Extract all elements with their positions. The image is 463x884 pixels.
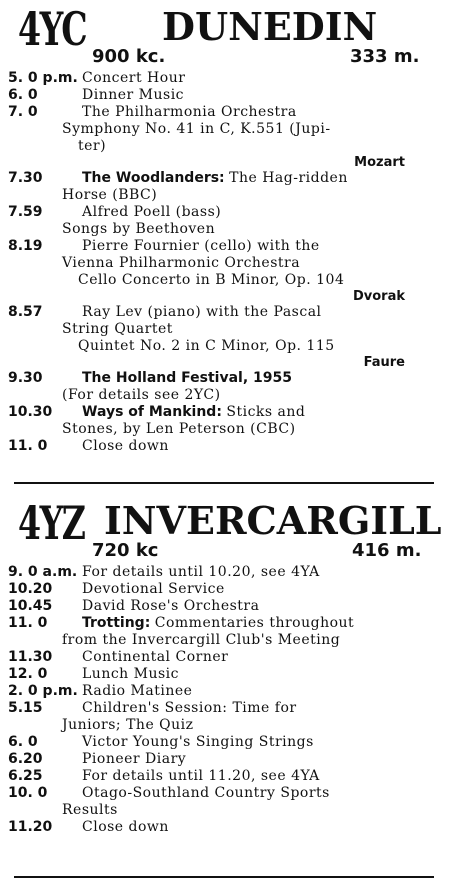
- programme-item: [0, 564, 463, 581]
- programme-text: Lunch Music: [82, 666, 179, 682]
- programme-text: Quintet No. 2 in C Minor, Op. 115: [78, 338, 335, 354]
- programme-text: String Quartet: [62, 321, 173, 337]
- programme-title: Ways of Mankind:: [82, 404, 222, 420]
- programme-text: For details until 11.20, see 4YA: [82, 768, 320, 784]
- programme-item: [0, 370, 463, 404]
- programme-line: [8, 255, 433, 272]
- programme-item: [0, 598, 463, 615]
- programme-time: 6. 0: [8, 87, 38, 103]
- programme-line: [8, 421, 433, 438]
- programme-text: David Rose's Orchestra: [82, 598, 260, 614]
- programme-title: The Woodlanders:: [82, 170, 225, 186]
- programme-text: Continental Corner: [82, 649, 229, 665]
- programme-item: [0, 438, 463, 455]
- programme-time: 10. 0: [8, 785, 48, 801]
- programme-line: [8, 734, 433, 751]
- programme-line: [8, 121, 433, 138]
- programme-composer: Mozart: [354, 155, 405, 170]
- programme-line: [8, 751, 433, 768]
- station-frequency: 720 kc: [92, 540, 159, 561]
- programme-text: Concert Hour: [82, 70, 186, 86]
- programme-time: 7.30: [8, 170, 43, 186]
- programme-line: [8, 370, 433, 387]
- programme-line: [8, 404, 433, 421]
- programme-text: The Philharmonia Orchestra: [82, 104, 297, 120]
- programme-text: Radio Matinee: [82, 683, 193, 699]
- programme-item: [0, 649, 463, 666]
- programme-line: [8, 87, 433, 104]
- programme-time: 2. 0 p.m.: [8, 683, 78, 699]
- programme-line: [8, 615, 433, 632]
- programme-item: [0, 751, 463, 768]
- programme-text: ter): [78, 138, 107, 154]
- programme-item: [0, 170, 463, 204]
- programme-line: [8, 70, 433, 87]
- programme-title: Trotting:: [82, 615, 151, 631]
- station-4yz: [0, 496, 463, 836]
- programme-line: [8, 564, 433, 581]
- programme-time: 12. 0: [8, 666, 48, 682]
- programme-line: [8, 387, 433, 404]
- programme-text: Alfred Poell (bass): [82, 204, 222, 220]
- programme-time: 7.59: [8, 204, 43, 220]
- bottom-divider: [14, 876, 434, 878]
- programme-item: [0, 615, 463, 649]
- station-name: INVERCARGILL: [104, 498, 442, 543]
- programme-item: [0, 70, 463, 87]
- programme-line: [8, 204, 433, 221]
- programme-line: [8, 819, 433, 836]
- programme-text: Otago-Southland Country Sports: [82, 785, 330, 801]
- programme-text: Pierre Fournier (cello) with the: [82, 238, 320, 254]
- programme-text: The Hag-ridden: [229, 170, 348, 186]
- programme-text: Commentaries throughout: [154, 615, 355, 631]
- programme-text: Cello Concerto in B Minor, Op. 104: [78, 272, 345, 288]
- programme-line: [8, 238, 433, 255]
- programme-text: Juniors; The Quiz: [62, 717, 194, 733]
- programme-time: 10.20: [8, 581, 53, 597]
- programme-item: [0, 683, 463, 700]
- programme-line: [8, 785, 433, 802]
- programme-line: [8, 598, 433, 615]
- programme-text: For details until 10.20, see 4YA: [82, 564, 320, 580]
- programme-item: [0, 819, 463, 836]
- programme-text: Victor Young's Singing Strings: [82, 734, 314, 750]
- programme-item: [0, 87, 463, 104]
- station-wavelength: 416 m.: [352, 540, 422, 561]
- programme-text: Vienna Philharmonic Orchestra: [62, 255, 301, 271]
- programme-time: 6. 0: [8, 734, 38, 750]
- station-callsign: 4YC: [18, 2, 87, 56]
- programme-title: The Holland Festival, 1955: [82, 370, 292, 386]
- programme-item: [0, 768, 463, 785]
- programme-text: Close down: [82, 819, 169, 835]
- programme-time: 11.30: [8, 649, 53, 665]
- programme-text: from the Invercargill Club's Meeting: [62, 632, 341, 648]
- programme-time: 5.15: [8, 700, 43, 716]
- programme-line: [8, 221, 433, 238]
- programme-item: [0, 304, 463, 370]
- programme-text: Results: [62, 802, 118, 818]
- programme-line: [8, 304, 433, 321]
- programme-line: [8, 321, 433, 338]
- programme-item: [0, 734, 463, 751]
- programme-item: [0, 700, 463, 734]
- programme-line: [8, 104, 433, 121]
- programme-text: Dinner Music: [82, 87, 185, 103]
- programme-list: [0, 70, 463, 455]
- programme-line: [8, 338, 433, 355]
- programme-line: [8, 683, 433, 700]
- programme-time: 9.30: [8, 370, 43, 386]
- programme-text: Devotional Service: [82, 581, 225, 597]
- programme-time: 8.19: [8, 238, 43, 254]
- programme-line: [8, 700, 433, 717]
- station-name: DUNEDIN: [162, 4, 378, 49]
- programme-text: Stones, by Len Peterson (CBC): [62, 421, 296, 437]
- programme-line: [8, 649, 433, 666]
- programme-item: [0, 785, 463, 819]
- programme-line: [8, 632, 433, 649]
- station-header: [0, 2, 463, 70]
- programme-time: 8.57: [8, 304, 43, 320]
- programme-text: Pioneer Diary: [82, 751, 187, 767]
- programme-line: [8, 666, 433, 683]
- programme-line: [8, 802, 433, 819]
- programme-list: [0, 564, 463, 836]
- station-wavelength: 333 m.: [350, 46, 420, 67]
- programme-line: [8, 438, 433, 455]
- programme-composer: Dvorak: [352, 289, 405, 304]
- programme-line: [8, 138, 433, 155]
- programme-line: [8, 717, 433, 734]
- programme-text: Close down: [82, 438, 169, 454]
- programme-time: 10.30: [8, 404, 53, 420]
- programme-text: (For details see 2YC): [62, 387, 221, 403]
- station-frequency: 900 kc.: [92, 46, 166, 67]
- programme-time: 9. 0 a.m.: [8, 564, 78, 580]
- programme-time: 7. 0: [8, 104, 38, 120]
- programme-text: Sticks and: [226, 404, 306, 420]
- programme-line: [8, 581, 433, 598]
- programme-text: Horse (BBC): [62, 187, 158, 203]
- programme-line: [8, 768, 433, 785]
- programme-composer: Faure: [363, 355, 405, 370]
- programme-time: 11. 0: [8, 615, 48, 631]
- programme-text: Songs by Beethoven: [62, 221, 216, 237]
- programme-time: 6.25: [8, 768, 43, 784]
- station-4yc: [0, 2, 463, 455]
- programme-time: 5. 0 p.m.: [8, 70, 78, 86]
- programme-time: 10.45: [8, 598, 53, 614]
- programme-text: Children's Session: Time for: [82, 700, 297, 716]
- programme-item: [0, 104, 463, 170]
- programme-line: [8, 272, 433, 289]
- programme-time: 11. 0: [8, 438, 48, 454]
- programme-text: Symphony No. 41 in C, K.551 (Jupi-: [62, 121, 331, 137]
- station-callsign: 4YZ: [18, 496, 85, 550]
- station-header: [0, 496, 463, 564]
- programme-text: Ray Lev (piano) with the Pascal: [82, 304, 322, 320]
- programme-line: [8, 170, 433, 187]
- programme-item: [0, 204, 463, 238]
- programme-item: [0, 666, 463, 683]
- programme-item: [0, 404, 463, 438]
- programme-item: [0, 238, 463, 304]
- section-divider: [14, 482, 434, 484]
- programme-line: [8, 187, 433, 204]
- programme-time: 6.20: [8, 751, 43, 767]
- programme-time: 11.20: [8, 819, 53, 835]
- programme-item: [0, 581, 463, 598]
